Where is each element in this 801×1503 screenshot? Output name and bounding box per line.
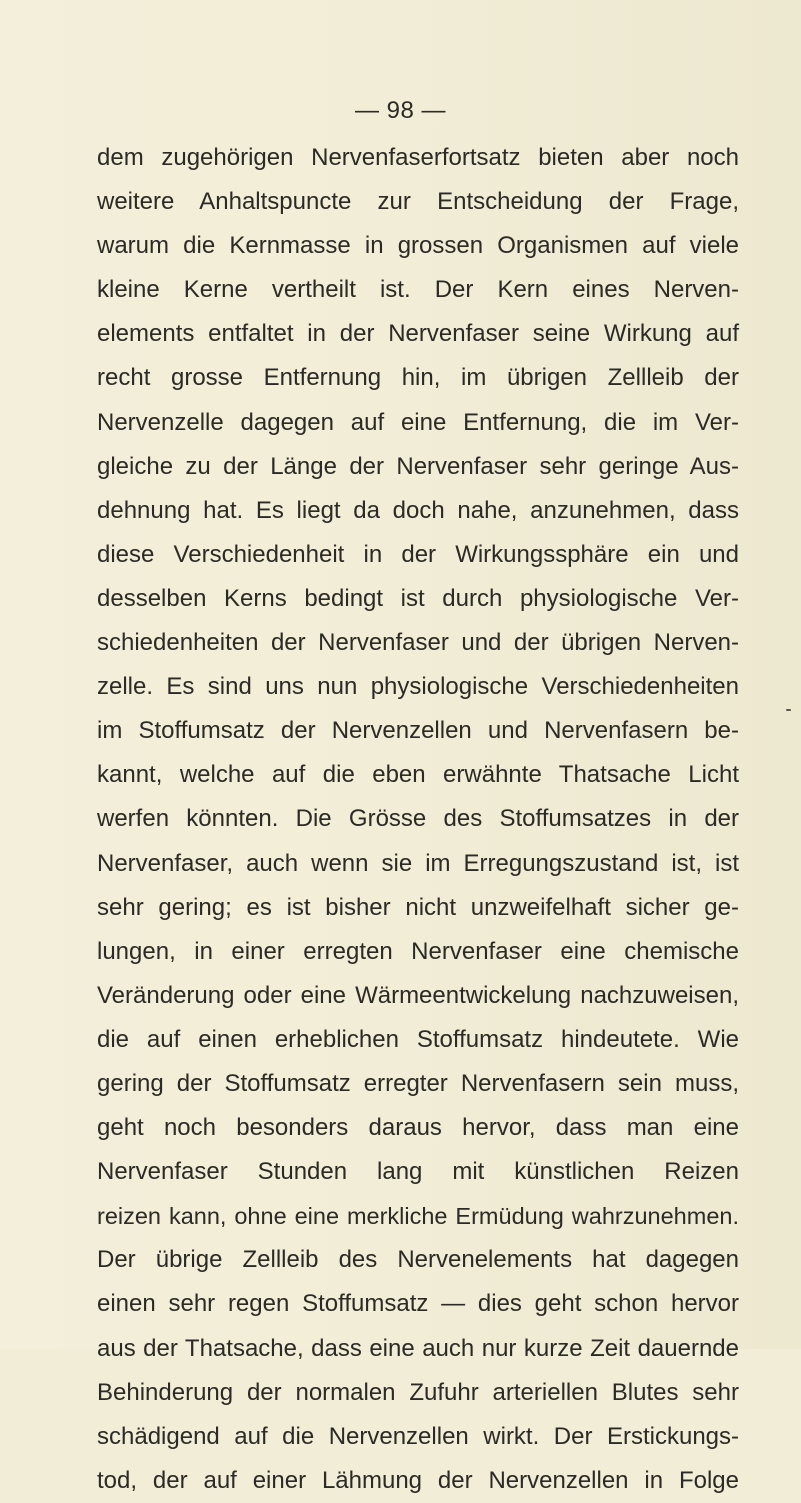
text-line: Behinderung der normalen Zufuhr arteriellen Blutes sehr [97, 1378, 739, 1406]
text-line: tod, der auf einer Lähmung der Nervenzellen in Folge [97, 1466, 739, 1494]
text-line: aus der Thatsache, dass eine auch nur kurze Zeit dauernde [97, 1334, 739, 1362]
text-line: weitere Anhaltspuncte zur Entscheidung der Frage, [97, 188, 739, 216]
text-line: zelle. Es sind uns nun physiologische Verschiedenheiten [97, 673, 739, 701]
text-line: recht grosse Entfernung hin, im übrigen Zellleib der [97, 364, 739, 392]
text-line: kannt, welche auf die eben erwähnte Thatsache Licht [97, 761, 739, 789]
text-line: im Stoffumsatz der Nervenzellen und Nervenfasern be- [97, 717, 739, 745]
text-line: Veränderung oder eine Wärmeentwickelung nachzuweisen, [97, 981, 739, 1009]
text-line: schädigend auf die Nervenzellen wirkt. Der Erstickungs- [97, 1422, 739, 1450]
text-line: dehnung hat. Es liegt da doch nahe, anzunehmen, dass [97, 496, 739, 524]
text-line: gering der Stoffumsatz erregter Nervenfasern sein muss, [97, 1069, 739, 1097]
page-number: — 98 — [354, 97, 447, 124]
text-line: diese Verschiedenheit in der Wirkungssphäre ein und [97, 540, 739, 568]
text-line: gleiche zu der Länge der Nervenfaser sehr geringe Aus- [97, 452, 739, 480]
text-line: Der übrige Zellleib des Nervenelements hat dagegen [97, 1246, 739, 1274]
body-text [97, 136, 739, 1503]
text-line: lungen, in einer erregten Nervenfaser eine chemische [97, 937, 739, 965]
text-line: sehr gering; es ist bisher nicht unzweifelhaft sicher ge- [97, 893, 739, 921]
text-line: reizen kann, ohne eine merkliche Ermüdung wahrzunehmen. [97, 1203, 739, 1230]
text-line: geht noch besonders daraus hervor, dass man eine [97, 1114, 739, 1142]
text-line: kleine Kerne vertheilt ist. Der Kern eines Nerven- [97, 276, 739, 304]
text-line: die auf einen erheblichen Stoffumsatz hindeutete. Wie [97, 1025, 739, 1053]
margin-mark [786, 709, 791, 711]
text-line: werfen könnten. Die Grösse des Stoffumsatzes in der [97, 805, 739, 833]
text-line: warum die Kernmasse in grossen Organismen auf viele [97, 232, 739, 260]
text-line: dem zugehörigen Nervenfaserfortsatz bieten aber noch [97, 144, 739, 171]
text-line: desselben Kerns bedingt ist durch physiologische Ver- [97, 584, 739, 612]
text-line: einen sehr regen Stoffumsatz — dies geht schon hervor [97, 1290, 739, 1318]
text-line: Nervenzelle dagegen auf eine Entfernung, die im Ver- [97, 408, 739, 436]
text-line: schiedenheiten der Nervenfaser und der übrigen Nerven- [97, 629, 739, 657]
text-line: elements entfaltet in der Nervenfaser seine Wirkung auf [97, 320, 739, 348]
text-line: Nervenfaser, auch wenn sie im Erregungszustand ist, ist [97, 849, 739, 877]
text-line: Nervenfaser Stunden lang mit künstlichen Reizen [97, 1158, 739, 1186]
